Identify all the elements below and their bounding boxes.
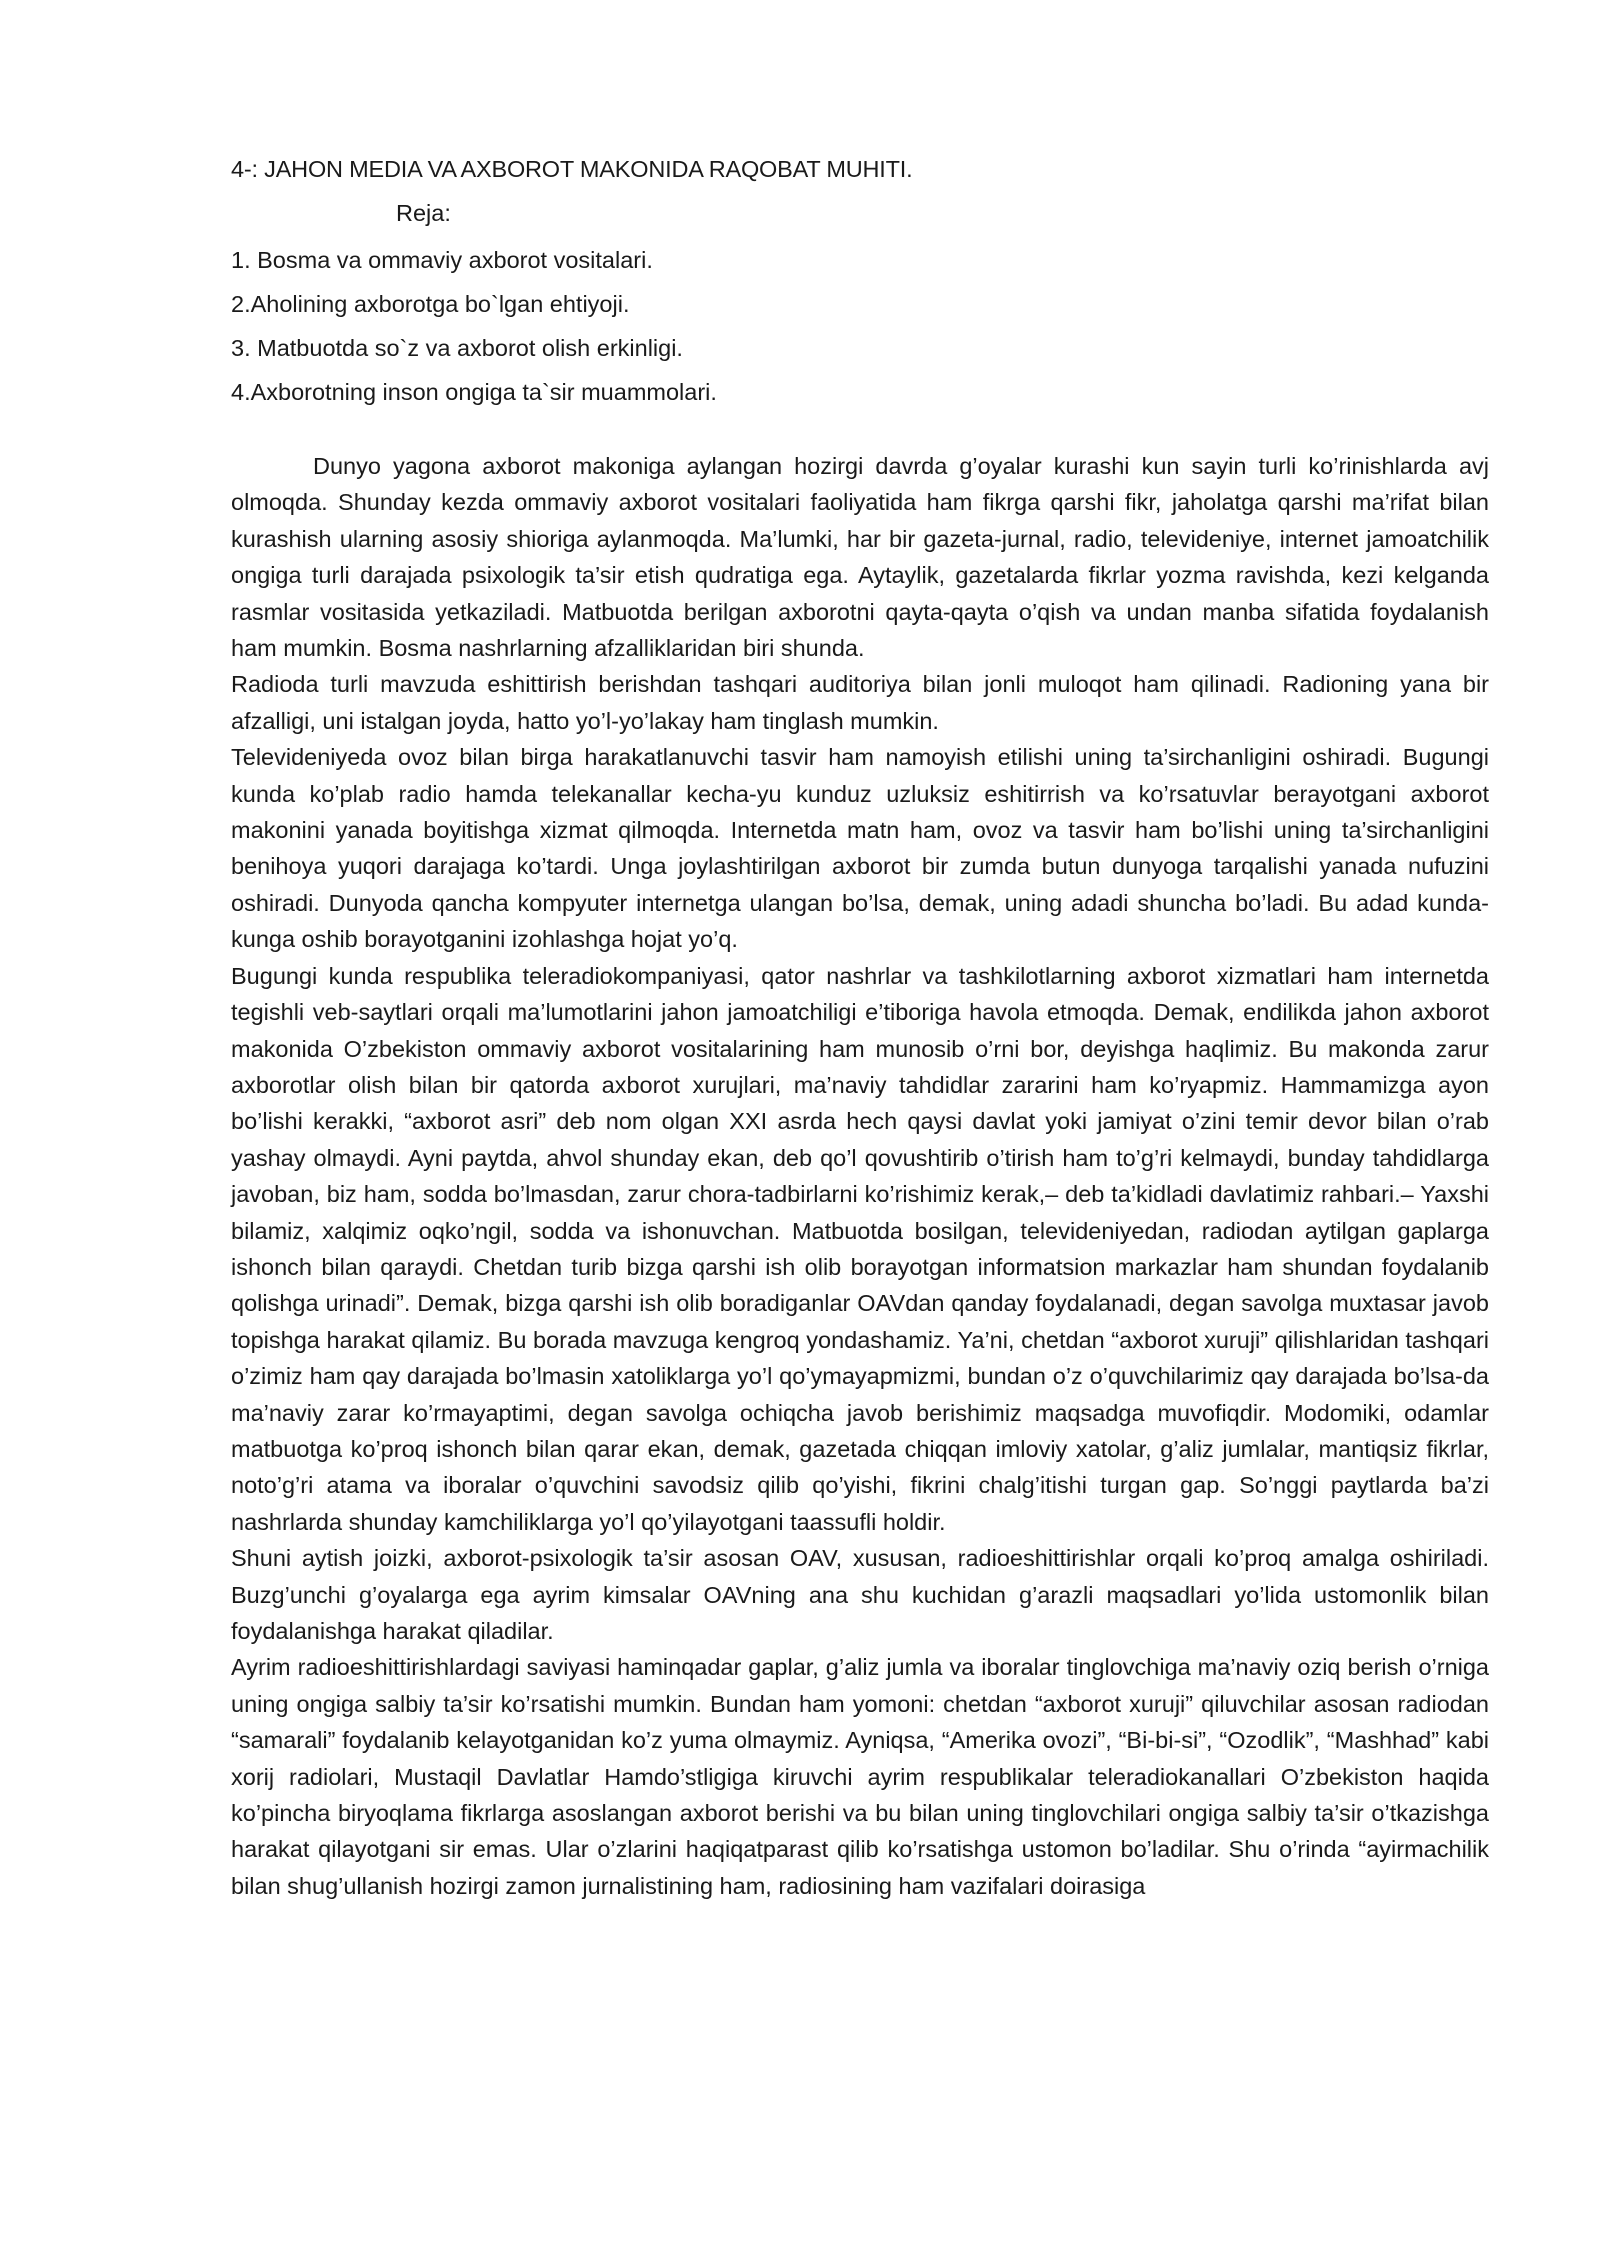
plan-item: 1. Bosma va ommaviy axborot vositalari.	[231, 247, 653, 273]
paragraph: Ayrim radioeshittirishlardagi saviyasi haminqadar gaplar, g’aliz jumla va iboralar tinglovchiga ma’naviy oziq berish o’rniga uning ongiga salbiy ta’sir ko’rsatishi mumkin. Bundan ham yomoni: chetdan “axborot xuruji” qiluvchilar asosan radiodan “samarali” foydalanib kelayotganidan ko’z yuma olmaymiz. Ayniqsa, “Amerika ovozi”, “Bi-bi-si”, “Ozodlik”, “Mashhad” kabi xorij radiolari, Mustaqil Davlatlar Hamdo’stligiga kiruvchi ayrim respublikalar teleradiokanallari O’zbekiston haqida ko’pincha biryoqlama fikrlarga asoslangan axborot berishi va bu bilan uning tinglovchilari ongiga salbiy ta’sir o’tkazishga harakat qilayotgani sir emas. Ular o’zlarini haqiqatparast qilib ko’rsatishga ustomon bo’ladilar. Shu o’rinda “ayirmachilik bilan shug’ullanish hozirgi zamon jurnalistining ham, radiosining ham vazifalari doirasiga	[231, 1654, 1489, 1899]
paragraph: Dunyo yagona axborot makoniga aylangan hozirgi davrda g’oyalar kurashi kun sayin turli ko’rinishlarda avj olmoqda. Shunday kezda ommaviy axborot vositalari faoliyatida ham fikrga qarshi fikr, jaholatga qarshi ma’rifat bilan kurashish ularning asosiy shioriga aylanmoqda. Ma’lumki, har bir gazeta-jurnal, radio, televideniye, internet jamoatchilik ongiga turli darajada psixologik ta’sir etish qudratiga ega. Aytaylik, gazetalarda fikrlar yozma ravishda, kezi kelganda rasmlar vositasida yetkaziladi. Matbuotda berilgan axborotni qayta-qayta o’qish va undan manba sifatida foydalanish ham mumkin. Bosma nashrlarning afzalliklaridan biri shunda.	[231, 453, 1489, 662]
plan-item: 3. Matbuotda so`z va axborot olish erkinligi.	[231, 335, 683, 361]
plan-list	[231, 238, 1489, 414]
paragraph: Bugungi kunda respublika teleradiokompaniyasi, qator nashrlar va tashkilotlarning axborot xizmatlari ham internetda tegishli veb-saytlari orqali ma’lumotlarini jahon jamoatchiligi e’tiboriga havola etmoqda. Demak, endilikda jahon axborot makonida O’zbekiston ommaviy axborot vositalarining ham munosib o’rni bor, deyishga haqlimiz. Bu makonda zarur axborotlar olish bilan bir qatorda axborot xurujlari, ma’naviy tahdidlar zararini ham ko’ryapmiz. Hammamizga ayon bo’lishi kerakki, “axborot asri” deb nom olgan XXI asrda hech qaysi davlat yoki jamiyat o’zini temir devor bilan o’rab yashay olmaydi. Ayni paytda, ahvol shunday ekan, deb qo’l qovushtirib o’tirish ham to’g’ri kelmaydi, bunday tahdidlarga javoban, biz ham, sodda bo’lmasdan, zarur chora-tadbirlarni ko’rishimiz kerak,– deb ta’kidladi davlatimiz rahbari.– Yaxshi bilamiz, xalqimiz oqko’ngil, sodda va ishonuvchan. Matbuotda bosilgan, televideniyedan, radiodan aytilgan gaplarga ishonch bilan qaraydi. Chetdan turib bizga qarshi ish olib borayotgan informatsion markazlar ham shundan foydalanib qolishga urinadi”. Demak, bizga qarshi ish olib boradiganlar OAVdan qanday foydalanadi, degan savolga muxtasar javob topishga harakat qilamiz. Bu borada mavzuga kengroq yondashamiz. Ya’ni, chetdan “axborot xuruji” qilishlaridan tashqari o’zimiz ham qay darajada bo’lmasin xatoliklarga yo’l qo’ymayapmizmi, bundan o’z o’quvchilarimiz qay darajada bo’lsa-da ma’naviy zarar ko’rmayaptimi, degan savolga ochiqcha javob berishimiz maqsadga muvofiqdir. Modomiki, odamlar matbuotga ko’proq ishonch bilan qarar ekan, demak, gazetada chiqqan imloviy xatolar, g’aliz jumlalar, mantiqsiz fikrlar, noto’g’ri atama va iboralar o’quvchini savodsiz qilib qo’yishi, fikrini chalg’itishi turgan gap. So’nggi paytlarda ba’zi nashrlarda shunday kamchiliklarga yo’l qo’yilayotgani taassufli holdir.	[231, 962, 1489, 1535]
body-text	[231, 448, 1489, 1904]
document-title: 4-: JAHON MEDIA VA AXBOROT MAKONIDA RAQOBAT MUHITI.	[231, 156, 913, 182]
paragraph: Shuni aytish joizki, axborot-psixologik ta’sir asosan OAV, xususan, radioeshittirishlar orqali ko’proq amalga oshiriladi. Buzg’unchi g’oyalarga ega ayrim kimsalar OAVning ana shu kuchidan g’arazli maqsadlari yo’lida ustomonlik bilan foydalanishga harakat qiladilar.	[231, 1545, 1489, 1644]
document-content	[231, 150, 1489, 1904]
plan-heading: Reja:	[396, 200, 451, 226]
paragraph: Televideniyeda ovoz bilan birga harakatlanuvchi tasvir ham namoyish etilishi uning ta’sirchanligini oshiradi. Bugungi kunda ko’plab radio hamda telekanallar kecha-yu kunduz uzluksiz eshitirrish va ko’rsatuvlar berayotgani axborot makonini yanada boyitishga xizmat qilmoqda. Internetda matn ham, ovoz va tasvir ham bo’lishi uning ta’sirchanligini benihoya yuqori darajaga ko’tardi. Unga joylashtirilgan axborot bir zumda butun dunyoga tarqalishi yanada nufuzini oshiradi. Dunyoda qancha kompyuter internetga ulangan bo’lsa, demak, uning adadi shuncha bo’ladi. Bu adad kunda-kunga oshib borayotganini izohlashga hojat yo’q.	[231, 744, 1489, 953]
paragraph: Radioda turli mavzuda eshittirish berishdan tashqari auditoriya bilan jonli muloqot ham qilinadi. Radioning yana bir afzalligi, uni istalgan joyda, hatto yo’l-yo’lakay ham tinglash mumkin.	[231, 671, 1489, 734]
plan-item: 4.Axborotning inson ongiga ta`sir muammolari.	[231, 379, 717, 405]
plan-item: 2.Aholining axborotga bo`lgan ehtiyoji.	[231, 291, 630, 317]
